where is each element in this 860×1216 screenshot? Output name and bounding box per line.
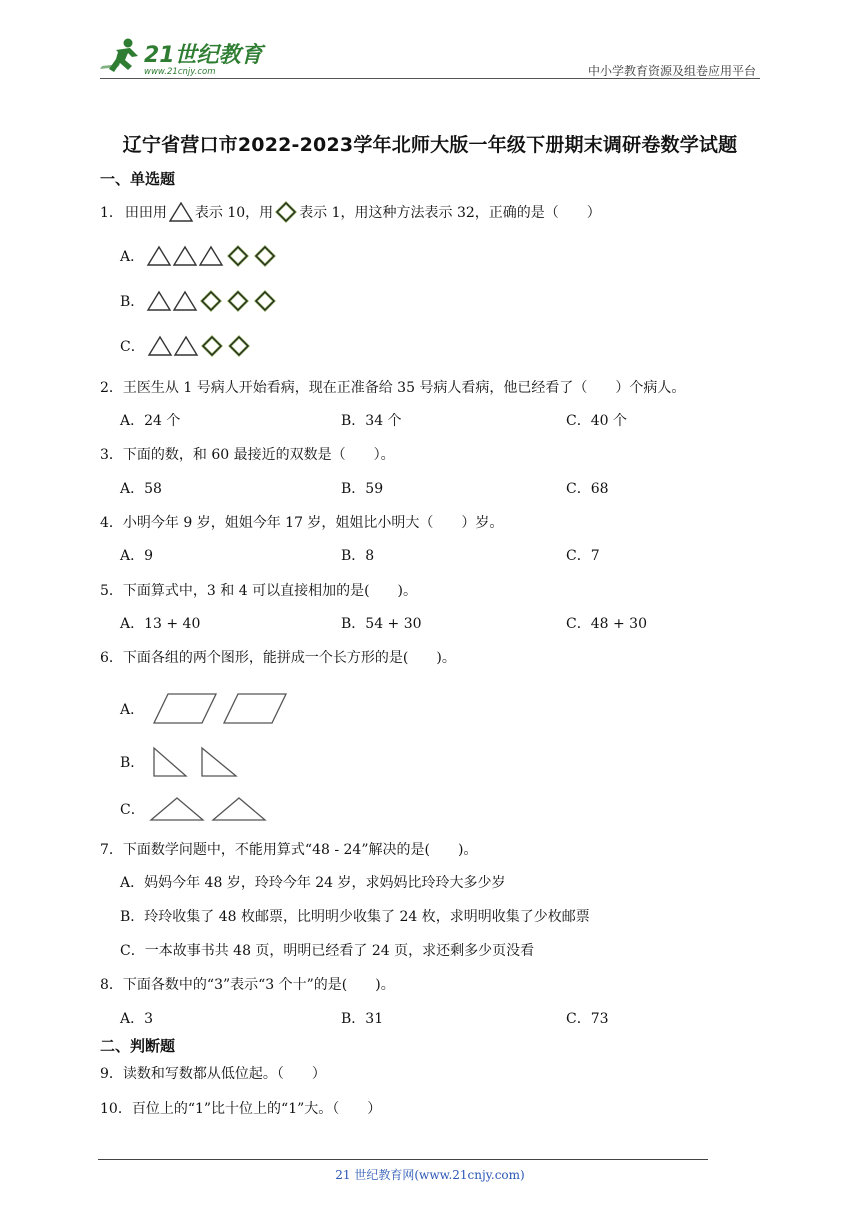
option-label: A． [120, 249, 145, 265]
shape-group-icon [147, 334, 257, 358]
logo-url: www.21cnjy.com [144, 67, 216, 77]
header-divider [100, 78, 760, 79]
question-7-option-c[interactable]: C．一本故事书共 48 页，明明已经看了 24 页，求还剩多少页没看 [120, 943, 535, 959]
shape-group-icon [146, 244, 280, 268]
runner-logo-icon [98, 36, 268, 78]
question-3-option-c[interactable]: C．68 [566, 481, 609, 497]
footer-link[interactable]: 21 世纪教育网(www.21cnjy.com) [335, 1168, 525, 1182]
triangle-icon [169, 202, 193, 222]
question-10: 10．百位上的“1”比十位上的“1”大。（ ） [100, 1101, 382, 1117]
question-4: 4．小明今年 9 岁，姐姐今年 17 岁，姐姐比小明大（ ）岁。 [100, 515, 504, 531]
shape-group-icon [146, 289, 280, 313]
question-2-option-c[interactable]: C．40 个 [566, 413, 627, 429]
header-platform-text: 中小学教育资源及组卷应用平台 [587, 64, 756, 78]
question-7-option-b[interactable]: B．玲玲收集了 48 枚邮票，比明明少收集了 24 枚，求明明收集了少枚邮票 [120, 909, 590, 925]
question-5: 5．下面算式中，3 和 4 可以直接相加的是( )。 [100, 583, 417, 599]
question-3-option-a[interactable]: A．58 [120, 481, 162, 497]
question-1-option-a[interactable] [120, 244, 280, 268]
option-label: B． [120, 755, 145, 771]
question-5-option-b[interactable]: B．54 + 30 [341, 616, 422, 632]
question-2-option-a[interactable]: A．24 个 [120, 413, 181, 429]
question-4-option-a[interactable]: A．9 [120, 548, 154, 564]
question-1-part-2: 表示 10，用 [194, 205, 274, 221]
question-2: 2．王医生从 1 号病人开始看病，现在正准备给 35 号病人看病，他已经看了（ ）个病人。 [100, 380, 686, 396]
question-7-option-a[interactable]: A．妈妈今年 48 岁，玲玲今年 24 岁，求妈妈比玲玲大多少岁 [120, 875, 506, 891]
question-5-option-c[interactable]: C．48 + 30 [566, 616, 647, 632]
question-1-part-1: 田田用 [124, 205, 167, 221]
question-8: 8．下面各数中的“3”表示“3 个十”的是( )。 [100, 977, 395, 993]
option-label: B． [120, 294, 145, 310]
page-title: 辽宁省营口市2022-2023学年北师大版一年级下册期末调研卷数学试题 [122, 134, 738, 156]
site-logo [98, 36, 268, 78]
section-heading-true-false: 二、判断题 [100, 1037, 176, 1055]
footer-divider [98, 1159, 708, 1160]
option-label: C． [120, 339, 145, 355]
question-4-option-c[interactable]: C．7 [566, 548, 600, 564]
question-3: 3．下面的数，和 60 最接近的双数是（ ）。 [100, 447, 395, 463]
question-2-option-b[interactable]: B．34 个 [341, 413, 402, 429]
question-1 [100, 201, 601, 223]
question-6-option-c[interactable] [120, 795, 277, 823]
right-triangle-pair-icon [146, 745, 246, 779]
parallelogram-pair-icon [146, 692, 296, 726]
isosceles-triangle-pair-icon [147, 795, 277, 823]
logo-text: 21世纪教育 [144, 43, 263, 68]
question-9: 9．读数和写数都从低位起。（ ） [100, 1066, 326, 1082]
option-label: C． [120, 802, 145, 818]
question-7: 7．下面数学问题中，不能用算式“48 - 24”解决的是( )。 [100, 842, 478, 858]
section-heading-single-choice: 一、单选题 [100, 170, 176, 188]
question-1-part-3: 表示 1，用这种方法表示 32，正确的是（ ） [299, 205, 601, 221]
question-3-option-b[interactable]: B．59 [341, 481, 384, 497]
question-4-option-b[interactable]: B．8 [341, 548, 375, 564]
diamond-icon [275, 201, 297, 223]
question-6: 6．下面各组的两个图形，能拼成一个长方形的是( )。 [100, 650, 456, 666]
question-1-option-b[interactable] [120, 289, 280, 313]
question-5-option-a[interactable]: A．13 + 40 [120, 616, 201, 632]
question-1-num: 1． [100, 205, 123, 221]
question-8-option-b[interactable]: B．31 [341, 1011, 384, 1027]
option-label: A． [120, 702, 145, 718]
question-8-option-c[interactable]: C．73 [566, 1011, 609, 1027]
question-6-option-a[interactable] [120, 692, 296, 726]
question-6-option-b[interactable] [120, 745, 246, 779]
question-8-option-a[interactable]: A．3 [120, 1011, 154, 1027]
question-1-option-c[interactable] [120, 334, 257, 358]
